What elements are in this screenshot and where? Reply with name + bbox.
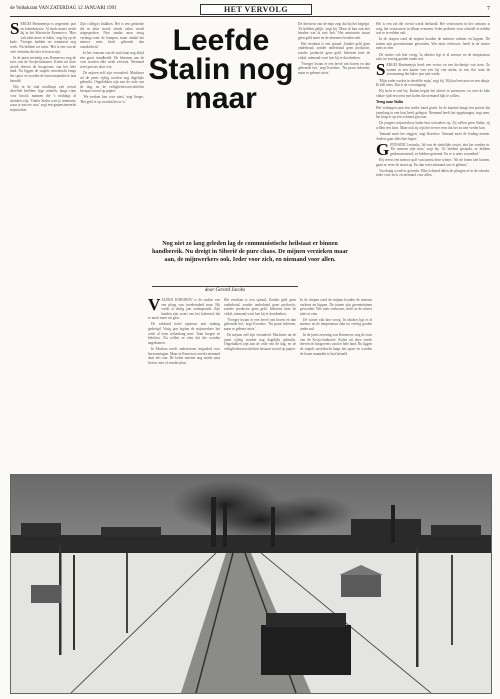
dropcap: V [148, 298, 161, 314]
paragraph: ALERIJ KOROBOV is de oudste van een ploeg van tweehonderd man. Hij werkt al dertig jaar ondergronds. Zijn handen zijn zwart van het kolenstof dat er nooit meer uit gaat. [148, 298, 220, 321]
article-lead: Nog niet zo lang geleden lag de communistische heilstaat er binnen handbereik. Nu dreigt in Siberië de pure chaos. De mijnen verzieken maar aan, de mijnwerkers ook. Ieder voor zich, en niemand voor allen. [151, 240, 349, 264]
article-column-5 [376, 22, 490, 472]
paragraph: Hij vreest een nieuwe golf van onrust deze winter. 'Als de lonen niet komen, gaan ze weer de straat op. En dan weet niemand wat er gebeurt.' [376, 157, 490, 167]
paragraph: In Moskou wordt ondertussen vergaderd over hervormingen. Maar in Kemerovo merkt niemand daar iets van. De kolen moeten nog steeds naar boven, met of zonder plan. [148, 346, 220, 365]
paragraph: 'We werken hier voor niets,' zegt Sergei. 'Het geld is op voordat het er is.' [80, 95, 144, 104]
paragraph: Het verlangen naar een sterke hand groeit. In de kantine hangt een portret dat jarenlang in een kast heeft gelegen. Niemand heeft het opgehangen, zegt men, het hing er op een ochtend gewoon. [376, 106, 490, 120]
paragraph: 'Mijn vader werkte in dezelfde mijn,' zegt hij. 'Hij had een auto en een datsja. Ik heb niets. Dat is de vooruitgang.' [376, 78, 490, 88]
paragraph: De vakbond heeft opnieuw met staking gedreigd. Vorig jaar legden de mijnwerkers het werk al eens wekenlang neer. Toen kregen ze beloften. Nu willen ze zien dat die worden nagekomen. [148, 322, 220, 345]
paragraph: 'Vroeger kwam er een bevel van boven en dan gebeurde het,' zegt Korobov. 'Nu praat iedereen, maar er gebeurt niets.' [224, 317, 296, 332]
factory-photo [10, 474, 492, 694]
paragraph: In de jaren zeventig was Kemerovo nog de trots van de Sovjet-industrie. Kolen uit deze streek dreven de hoogovens van het hele land. Nu liggen de stapels onverkocht langs het spoor en worden de lonen maanden te laat betaald. [10, 55, 76, 83]
article-column-3c [300, 298, 372, 472]
paragraph: Het resultaat is een spiraal. Zonder geld geen onderhoud, zonder onderhoud geen productie, zonder productie geen geld. Iedereen kent de cirkel, niemand weet hoe hij te doorbreken. [298, 41, 370, 60]
paragraph: ENNADIJ Levinsky, lid van de stedelijke sovjet, ziet het somber in. 'De mensen zijn moe,' zegt hij. 'Ze hebben gestaakt, ze hebben gedemonstreerd, ze hebben gestemd. En er is niets veranderd.' [390, 142, 490, 156]
paragraph: De directeur van de mijn zegt dat hij het begrijpt. 'Ze hebben gelijk,' zegt hij. 'Maar ik kan ook niet betalen wat ik niet heb.' Het ministerie stuurt geen geld meer en de afnemers betalen niet. [298, 22, 370, 40]
dropcap: S [376, 60, 386, 80]
byline-rule [152, 286, 298, 287]
paragraph: 'Vroeger kwam er een bevel van boven en dan gebeurde het,' zegt Korobov. 'Nu praat iedereen, maar er gebeurt niets.' [298, 61, 370, 75]
section-label: HET VERVOLG [200, 4, 312, 15]
article-column-3 [148, 298, 220, 472]
paragraph: In de dorpen rond de mijnen houden de mensen varkens en kippen. De tuinen zijn groentetuinen geworden. Wie niets verbouwt, heeft in de winter niets te eten. [300, 298, 372, 316]
paragraph: De mijnen zelf zijn verouderd. Machines uit de jaren vijftig worden nog dagelijks gebruikt. Ongelukken zijn aan de orde van de dag, en de veiligheidsvoorschriften bestaan vooral op papier. [224, 333, 296, 351]
paragraph: Wie in de stad rondloopt ziet overal dezelfde beelden: lege winkels, lange rijen voor brood, mannen die 's middags al dronken zijn. 'Onder Stalin wist je tenminste waar je aan toe was,' zegt een gepensioneerde mijnwerker. [10, 84, 76, 112]
dropcap: S [10, 22, 20, 38]
paragraph: De winter valt hier vroeg. In oktober ligt er al sneeuw en de temperatuur zakt tot veertig graden onder nul. [376, 52, 490, 62]
dropcap: G [376, 139, 390, 159]
paragraph: ERGEI Bezimenyjn is negentien jaar en kolenhouwer. Al sinds maart werkt hij in het Siberische Kemerovo. 'Hier valt niets meer te halen,' zegt hij op de kade. 'Vroeger hadden we tenminste nog werk. Nu hebben we niets.' Het is een van de vele verhalen die hier te horen zijn. [10, 22, 76, 54]
paragraph: De winter valt hier vroeg. In oktober ligt er al sneeuw en de temperatuur zakt tot veertig graden onder nul. [300, 317, 372, 332]
masthead-rule [10, 16, 490, 17]
paragraph: Het resultaat is een spiraal. Zonder geld geen onderhoud, zonder onderhoud geen productie, zonder productie geen geld. Iedereen kent de cirkel, niemand weet hoe hij te doorbreken. [224, 298, 296, 316]
paragraph: Hij lacht er niet bij. Buiten begint het alweer te sneeuwen, en over de kale vlakte rijdt een trein met kolen die niemand lijkt te willen. [376, 89, 490, 98]
page-number: 7 [487, 6, 490, 12]
article-column-2 [80, 22, 144, 472]
paragraph: 'Iemand moet het zeggen,' zegt Korobov. 'Iemand moet de leiding nemen. Anders gaat alles hier kapot.' [376, 131, 490, 141]
paragraph: ERGEI Bezimenyjn heeft een vrouw en een dochtertje van twee. Ze wonen in een kamer van vier bij vier meter, in een flat waar de verwarming het halve jaar niet werkt. [386, 63, 490, 77]
masthead-date: de Volkskrant VAN ZATERDAG 12 JANUARI 1991 [10, 6, 117, 11]
paragraph: In de dorpen rond de mijnen houden de mensen varkens en kippen. De tuinen zijn groentetuinen geworden. Wie niets verbouwt, heeft in de winter niets te eten. [376, 37, 490, 51]
paragraph: Het is een zin die overal wordt herhaald. Het vertrouwen in het centrum is weg, het vertrouwen in elkaar evenzeer. Ieder probeert voor zichzelf te redden wat er te redden valt. [376, 22, 490, 36]
article-headline: Leefde Stalin nog maar [148, 24, 294, 115]
paragraph: In de jaren zeventig was Kemerovo nog de trots van de Sovjet-industrie. Kolen uit deze streek dreven de hoogovens van het hele land. Nu liggen de stapels onverkocht langs het spoor en worden de lonen maanden te laat betaald. [300, 333, 372, 356]
paragraph: Zijn collega's knikken. Het is een gedachte die in deze streek steeds vaker wordt uitgesproken. Niet omdat men terug verlangt naar de kampen, maar omdat het nieuwe niets heeft gebracht dan onzekerheid. [80, 22, 144, 49]
paragraph: De jongere mijnwerkers halen hun schouders op. Zij willen geen Stalin, zij willen een loon. Maar ook zij zijn het erover eens dat het zo niet verder kan. [376, 121, 490, 130]
subhead: Terug naar Stalin [376, 100, 403, 105]
paragraph: Voorlopig wordt er gewerkt. Elke ochtend dalen de ploegen af in de schacht, ieder voor zich, en niemand voor allen. [376, 168, 490, 178]
masthead [10, 3, 490, 15]
paragraph: De mijnen zelf zijn verouderd. Machines uit de jaren vijftig worden nog dagelijks gebruikt. Ongelukken zijn aan de orde van de dag, en de veiligheidsvoorschriften bestaan vooral op papier. [80, 70, 144, 94]
byline: door Gerard Jacobs [204, 288, 246, 293]
article-column-4 [298, 22, 370, 236]
article-column-1 [10, 22, 76, 472]
paragraph: In het centrum van de stad staat nog altijd een groot standbeeld. De bloemen aan de voet worden elke week ververst. Niemand weet precies door wie. [80, 51, 144, 69]
article-column-3b [224, 298, 296, 472]
